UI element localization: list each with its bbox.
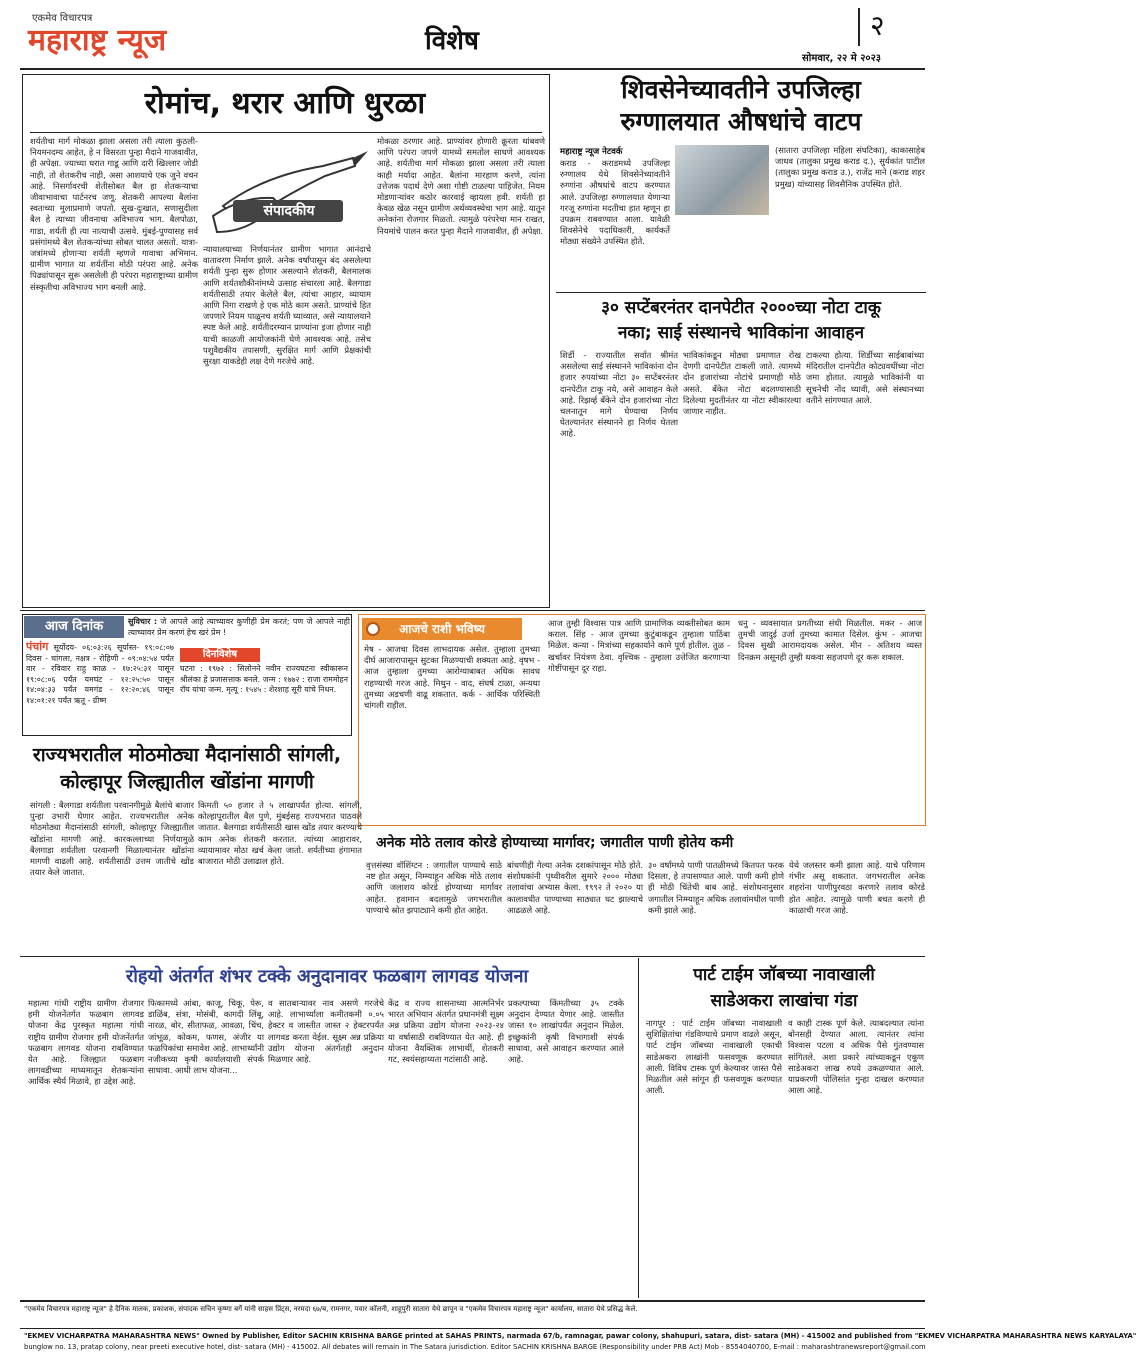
sangli-column-2: किमती ५० हजार ते ५ लाखापर्यंत होत्या. सांगली, कोल्हापूरातील बैल पुणे, मुंबईसह राज्यभरात पाठवले जातात. बैलगाडा शर्यतीसाठी खास खोंड तयार करण्याचे काम अनेक शेतकरी करतात. त्यांच्या आहारावर, व्यायामावर मोठा खर्च केला जातो. शर्यतीच्या हंगामात बाजारात मोठी उलाढाल होते. — [198, 800, 362, 867]
sangli-headline — [22, 742, 352, 796]
editorial-illustration — [203, 136, 373, 240]
shivsena-title-line-2: रुग्णालयात औषधांचे वाटप — [620, 107, 862, 136]
rohyo-column-1: महात्मा गांधी राष्ट्रीय ग्रामीण रोजगार हमी योजनेंतर्गत फळबाग लागवड योजना केंद्र पुरस्कृत महात्मा गांधी राष्ट्रीय ग्रामीण रोजगार हमी योजनेंतर्गत फळबाग लागवड योजना राबविण्यात येत आहे. जिल्ह्यात फळबाग लागवडीच्या माध्यमातून शेतकऱ्यांना आर्थिक स्थैर्य मिळावे, हा उद्देश आहे. — [28, 998, 144, 1087]
editorial-label: संपादकीय — [263, 203, 315, 219]
rohyo-headline: रोहयो अंतर्गत शंभर टक्के अनुदानावर फळबाग लागवड योजना — [125, 966, 529, 987]
editorial-column-3: मोकळा ठरणार आहे. प्राण्यांवर होणारी क्रूरता थांबवणे आणि परंपरा जपणे यामध्ये समतोल साधणे आवश्यक आहे. शर्यतीचा मार्ग मोकळा झाला असला तरी त्याला काही मर्यादा आहेत. बैलांना मारहाण करणे, त्यांना उत्तेजक पदार्थ देणे अशा गोष्टी टाळल्या पाहिजेत. नियम मोडणाऱ्यांवर कठोर कारवाई व्हायला हवी. शर्यती हा केवळ खेळ नसून ग्रामीण अर्थव्यवस्थेचा भाग आहे. यातून अनेकांना रोजगार मिळतो. त्यामुळे परंपरेचा मान राखत, नियमांचे पालन करत पुन्हा मैदाने गाजवावीत, ही अपेक्षा. — [377, 136, 545, 236]
editorial-column-1: शर्यतीचा मार्ग मोकळा झाला असला तरी त्याला कुठली-नियमनदम्य आहेत, हे न विसरता पुन्हा मैदाने गाजवावीत, ही अपेक्षा. ज्याच्या घरात गाडू आणि दारी खिल्लार जोडी नाही, तो शेतकरीच नाही, असा आशयाचे एक जुने वचन आहे. निसर्गावरची शेतीसोबत बैल हा शेतकऱ्याचा जीवाभावाचा पार्टनरच जणू. शेतकरी आपल्या बैलांना स्वतःच्या मुलाप्रमाणे जपतो. सुख-दुःखात, सणासुदीला बैल हे त्याच्या जीवनाचा अविभाज्य भाग. बैलपोळा, गाडा, शर्यती ही त्या नात्याची उत्सवे. मुंबई-पुण्यासह सर्व प्रसंगांमध्ये बैल शेतकऱ्यांच्या सोबत चालत असतो. यात्रा-जत्रांमध्ये होणाऱ्या शर्यती म्हणजे गावाचा अभिमान. ग्रामीण भागात या शर्यतींना मोठी परंपरा आहे. अनेक पिढ्यांपासून सुरू असलेली ही परंपरा महाराष्ट्राच्या ग्रामीण संस्कृतीचा अविभाज्य भाग बनली आहे. — [30, 136, 198, 292]
editorial-column-2: न्यायालयाच्या निर्णयानंतर ग्रामीण भागात आनंदाचे वातावरण निर्माण झाले. अनेक वर्षांपासून बंद असलेल्या शर्यती पुन्हा सुरू होणार असल्याने शेतकरी, बैलमालक आणि शर्यतशौकीनांमध्ये उत्साह संचारला आहे. बैलगाडा शर्यतीसाठी तयार केलेले बैल, त्यांचा आहार, व्यायाम आणि निगा राखणे हे एक मोठे काम असते. प्राण्यांचे हित जपणारे नियम पाळूनच शर्यती घ्याव्यात, असे न्यायालयाने स्पष्ट केले आहे. शर्यतीदरम्यान प्राण्यांना इजा होणार नाही याची काळजी आयोजकांनी घेणे आवश्यक आहे. तसेच पशुवैद्यकीय तपासणी, सुरक्षित मार्ग आणि प्रेक्षकांची सुरक्षा याकडेही लक्ष देणे गरजेचे आहे. — [203, 244, 371, 367]
saibaba-body-2: भाविकांकडून मोठ्या प्रमाणात रोख देणगी दानपेटीत टाकली जाते. त्यामध्ये दोन हजारांच्या नोटांचे प्रमाणही मोठे असते. बँकेत नोटा बदलण्यासाठी दिलेल्या मुदतीनंतर या नोटा स्वीकारल्या जाणार नाहीत. — [683, 350, 801, 417]
shivsena-dateline: महाराष्ट्र न्यूज नेटवर्क — [560, 147, 623, 157]
water-column-1: वृत्तसंस्था वॉशिंग्टन : जगातील पाण्याचे साठे नष्ट होत असून, निम्म्याहून अधिक मोठे तलाव आणि जलाशय कोरडे होण्याच्या मार्गावर आहेत. हवामान बदलामुळे जगभरातील पाण्याचे स्रोत झपाट्याने कमी होत आहेत. — [366, 860, 502, 915]
shivsena-body-1: कराड - कराडमध्ये उपजिल्हा रुग्णालय येथे शिवसेनेच्यावतीने रुग्णांना औषधांचे वाटप करण्यात आले. उपजिल्हा रुग्णालयात येणाऱ्या गरजू रुग्णांना मदतीचा हात म्हणून हा उपक्रम राबवण्यात आला. यावेळी शिवसेनेचे पदाधिकारी, कार्यकर्ते मोठ्या संख्येने उपस्थित होते. — [560, 158, 670, 247]
water-column-3: ३० वर्षांमध्ये पाणी पातळीमध्ये कितपत फरक दिसला, हे तपासण्यात आले. पाणी कमी होणे ही मोठी चिंतेची बाब आहे. संशोधनानुसार जगातील निम्म्याहून अधिक तलावांमधील पाणी कमी झाले आहे. — [648, 860, 785, 915]
editorial-title: रोमांच, थरार आणि धुरळा — [144, 86, 426, 121]
panchang-text: सूर्योदय- ०६:०३:२६ सूर्यास्त- १९:०८:०७ दिवस - चांगला, नक्षत्र - रोहिणी - ०९:०४:५४ पर्यंत वार - रविवार राहु काळ - १७:२५:३१ पासून १९:०८:०६ पर्यंत यमघंट - १२:२५:५० पासून १४:०४:३३ पर्यंत यमगंड - १२:२०:४६ पासून १४:०१:२१ पर्यंत ऋतू - ग्रीष्म — [26, 643, 174, 705]
saibaba-title-line-2: नका; साई संस्थानचे भाविकांना आवाहन — [617, 323, 865, 343]
footer-imprint-english-2: bunglow no. 13, pratap colony, near preeti executive hotel, dist- satara (MH) - 415002. All debates will remain in The Satara jurisdiction. Editor SACHIN KRISHNA BARGE (Responsibility under PRB Act) Mob - 8554040700, E-mail : maharashtranewsreport@gmail.com — [24, 1343, 926, 1351]
masthead-logo: महाराष्ट्र न्यूज — [28, 23, 167, 58]
suvichar-text: जे आपले आहे त्याच्यावर कुणीही प्रेम करतं; पण जे आपले नाही त्याच्यावर प्रेम करणं हेच खरं प्रेम ! — [128, 617, 350, 637]
horoscope-header — [362, 618, 522, 640]
today-header-text: आज दिनांक — [44, 619, 104, 634]
sangli-title-line-2: कोल्हापूर जिल्ह्यातील खोंडांना मागणी — [60, 771, 314, 793]
dinvishesh-text: घटना : १९७२ : सिलोनने नवीन राज्यघटना स्वीकारून श्रीलंका हे प्रजासत्ताक बनले. जन्म : १७७२ : राजा राममोहन रॉय यांचा जन्म. मृत्यू : १५४५ : शेरशाह सूरी यांचे निधन. — [180, 664, 348, 694]
zodiac-wheel-icon — [366, 622, 380, 636]
horoscope-header-text: आजचे राशी भविष्य — [399, 622, 485, 636]
rohyo-column-3: व सातबाऱ्यावर नाव असणे गरजेचे आहे. लाभार्थ्याला कमीतकमी ०.०५ हेक्टर व जास्तीत जास्त २ हेक्टरपर्यंत लागवड करता येईल. सूक्ष्म अन्न प्रक्रिया उद्योग योजना अंतर्गतही अनुदान मिळणार आहे. — [268, 998, 384, 1065]
rohyo-column-2: फिकामध्ये आंबा, काजू, चिकू, पेरू, डाळिंब, संत्रा, मोसंबी, कागदी लिंबू, नारळ, बोर, सीताफळ, आवळा, चिंच, जांभूळ, कोकम, फणस, अंजीर या फळपिकांचा समावेश आहे. लाभार्थ्यांनी नजीकच्या कृषी कार्यालयाशी संपर्क साधावा. आधी लाभ योजना... — [148, 998, 264, 1076]
rohyo-column-5: प्रकल्पाच्या किंमतीच्या ३५ टक्के अनुदान देण्यात येणार आहे. जास्तीत जास्त १० लाखांपर्यंत अनुदान मिळेल. इच्छुकांनी कृषी विभागाशी संपर्क साधावा, असे आवाहन करण्यात आले आहे. — [508, 998, 624, 1065]
masthead — [20, 8, 925, 68]
shivsena-body-2: (सातारा उपजिल्हा महिला संघटिका), काकासाहेब जाधव (तालुका प्रमुख कराड द.), सुर्यकांत पाटील (तालुका प्रमुख कराड उ.), राजेंद्र माने (कराड शहर प्रमुख) यांच्यासह शिवसैनिक उपस्थित होते. — [775, 145, 925, 189]
saibaba-title-line-1: ३० सप्टेंबरनंतर दानपेटीत २०००च्या नोटा टाकू — [601, 298, 881, 318]
panchang-label: पंचांग — [26, 640, 49, 653]
water-column-2: बांधणीही गेल्या अनेक दशकांपासून मोठे होते. संशोधकांनी पृथ्वीवरील सुमारे २००० मोठ्या तलावांचा अभ्यास केला. १९९२ ते २०२० या कालावधीत पाण्याच्या साठ्यात घट झाल्याचे आढळले आहे. — [507, 860, 643, 915]
saibaba-body-3: टाकल्या होत्या. शिर्डीच्या साईबाबांच्या मंदिरातील दानपेटीत कोट्यवधींच्या नोटा जमा होतात. त्यामुळे भाविकांनी या सूचनेची नोंद घ्यावी, असे संस्थानच्या वतीने सांगण्यात आले. — [806, 350, 924, 405]
horoscope-column-3: धनु - व्यवसायात प्रगतीच्या संधी मिळतील. मकर - आज तुमची जादुई उर्जा तुमच्या कामात दिसेल. कुंभ - आजचा दिवस सुखी आरामदायक असेल. मीन - अतिशय व्यस्त दिनक्रम असूनही तुम्ही थकवा सहजपणे दूर करू शकाल. — [738, 618, 922, 662]
water-headline: अनेक मोठे तलाव कोरडे होण्याच्या मार्गावर; जगातील पाणी होतेय कमी — [376, 835, 734, 851]
rohyo-column-4: केंद्र व राज्य शासनाच्या आत्मनिर्भर भारत अभियान अंतर्गत प्रधानमंत्री सूक्ष्म अन्न प्रक्रिया उद्योग योजना २०२३-२४ या वर्षासाठी राबविण्यात येत आहे. ही योजना वैयक्तिक लाभार्थी, शेतकरी गट, स्वयंसहाय्यता गटांसाठी आहे. — [388, 998, 504, 1065]
page-number: २ — [870, 9, 885, 42]
today-header — [24, 616, 124, 638]
sangli-title-line-1: राज्यभरातील मोठमोठ्या मैदानांसाठी सांगली, — [32, 744, 342, 766]
footer-imprint-english-1: "EKMEV VICHARPATRA MAHARASHTRA NEWS" Owned by Publisher, Editor SACHIN KRISHNA BARGE printed at SAHAS PRINTS, narmada 67/b, ramnagar, pawar colony, shahupuri, satara, dist- satara (MH) - 415002 and published from "EKMEV VICHARPATRA MAHARASHTRA NEWS KARYALAYA" — [24, 1332, 1136, 1340]
shivsena-photo — [675, 145, 769, 215]
water-column-4: येथे जलस्तर कमी झाला आहे. याचे परिणाम गंभीर असू शकतात. जगभरातील अनेक शहरांना पाणीपुरवठा करणारे तलाव कोरडे होत आहेत. त्यामुळे पाणी बचत करणे ही काळाची गरज आहे. — [789, 860, 925, 915]
masthead-tagline: एकमेव विचारपत्र — [32, 13, 93, 24]
saibaba-headline — [556, 296, 926, 346]
pen-hand-icon — [203, 136, 373, 240]
shivsena-title-line-1: शिवसेनेच्यावतीने उपजिल्हा — [621, 75, 861, 104]
parttime-column-1: नागपूर : पार्ट टाईम जॉबच्या नावाखाली सुशिक्षितांचा गंडविण्याचे प्रमाण वाढले असून, पार्ट टाईम जॉबच्या नावाखाली एकाची साडेअकरा लाखांनी फसवणूक करण्यात आली. विविध टास्क पूर्ण केल्यावर जास्त पैसे मिळतील असे सांगून ही फसवणूक करण्यात आली. — [646, 1018, 782, 1096]
horoscope-column-2: आज तुम्ही विश्वास पात्र आणि प्रामाणिक व्यक्तीसोबत काम कराल. सिंह - आज तुमच्या कुटुंबाकडून तुम्हाला पाठिंबा मिळेल. कन्या - मित्रांच्या सहकार्याने कामे पूर्ण होतील. तुळ - खर्चावर नियंत्रण ठेवा. वृश्चिक - तुम्हाला उत्तेजित करणाऱ्या गोष्टींपासून दूर राहा. — [548, 618, 730, 673]
parttime-title-line-1: पार्ट टाईम जॉबच्या नावाखाली — [693, 965, 875, 985]
footer-imprint-marathi: "एकमेव विचारपत्र महाराष्ट्र न्यूज" हे दैनिक मालक, प्रकाशक, संपादक सचिन कृष्णा बर्गे यांनी साहस प्रिंट्स, नरमदा ६७/ब, रामनगर, पवार कॉलनी, शाहूपुरी सातारा येथे छापून व "एकमेव विचारपत्र महाराष्ट्र न्यूज" कार्यालय, सातारा येथे प्रसिद्ध केले. — [24, 1305, 638, 1313]
section-title: विशेष — [425, 26, 479, 56]
shivsena-headline — [556, 74, 926, 138]
horoscope-column-1: मेष - आजचा दिवस लाभदायक असेल. तुम्हाला तुमच्या दीर्घ आजारापासून सुटका मिळण्याची शक्यता आहे. वृषभ - आज तुम्हाला तुमच्या आरोग्याबाबत अधिक सावध राहण्याची गरज आहे. मिथुन - वाद, संघर्ष टाळा, अन्यथा तुमच्या अडचणी वाढू शकतात. कर्क - आर्थिक परिस्थिती चांगली राहील. — [364, 644, 540, 711]
parttime-title-line-2: साडेअकरा लाखांचा गंडा — [710, 991, 858, 1011]
parttime-column-2: व काही टास्क पूर्ण केले. त्याबदल्यात त्यांना बोनसही देण्यात आला. त्यानंतर त्यांना विश्वास पटला व अधिक पैसे गुंतवण्यास सांगितले. अशा प्रकारे त्यांच्याकडून एकूण साडेअकरा लाख रुपये उकळण्यात आले. याप्रकरणी पोलिसांत गुन्हा दाखल करण्यात आला आहे. — [788, 1018, 924, 1096]
dinvishesh-label: दिनविशेष — [180, 648, 260, 662]
suvichar-label: सुविचार : — [128, 617, 158, 626]
parttime-headline — [642, 962, 926, 1014]
panchang — [26, 642, 174, 734]
saibaba-body-1: शिर्डी - राज्यातील सर्वात श्रीमंत असलेल्या साई संस्थानने भाविकांना दोन हजार रुपयांच्या नोटा ३० सप्टेंबरनंतर दानपेटीत टाकू नये, असे आवाहन केले आहे. रिझर्व्ह बँकेने दोन हजारांच्या नोटा चलनातून मागे घेण्याचा निर्णय घेतल्यानंतर संस्थानने हा निर्णय घेतला आहे. — [560, 350, 678, 439]
issue-date: सोमवार, २२ मे २०२३ — [802, 53, 881, 64]
sangli-column-1: सांगली : बैलगाडा शर्यतीला परवानगीमुळे बैलांचे बाजार पुन्हा उभारी घेणार आहेत. राज्यभरातील अनेक मोठमोठ्या मैदानांसाठी सांगली, कोल्हापूर जिल्ह्यातील खोंडांना मागणी आहे. कारकल्लाच्या निर्णयामुळे बैलगाडा शर्यतीला परवानगी मिळाल्यानंतर खोंडांना मागणी वाढली आहे. शर्यतीसाठी उत्तम जातीचे खोंड तयार केले जातात. — [30, 800, 194, 878]
